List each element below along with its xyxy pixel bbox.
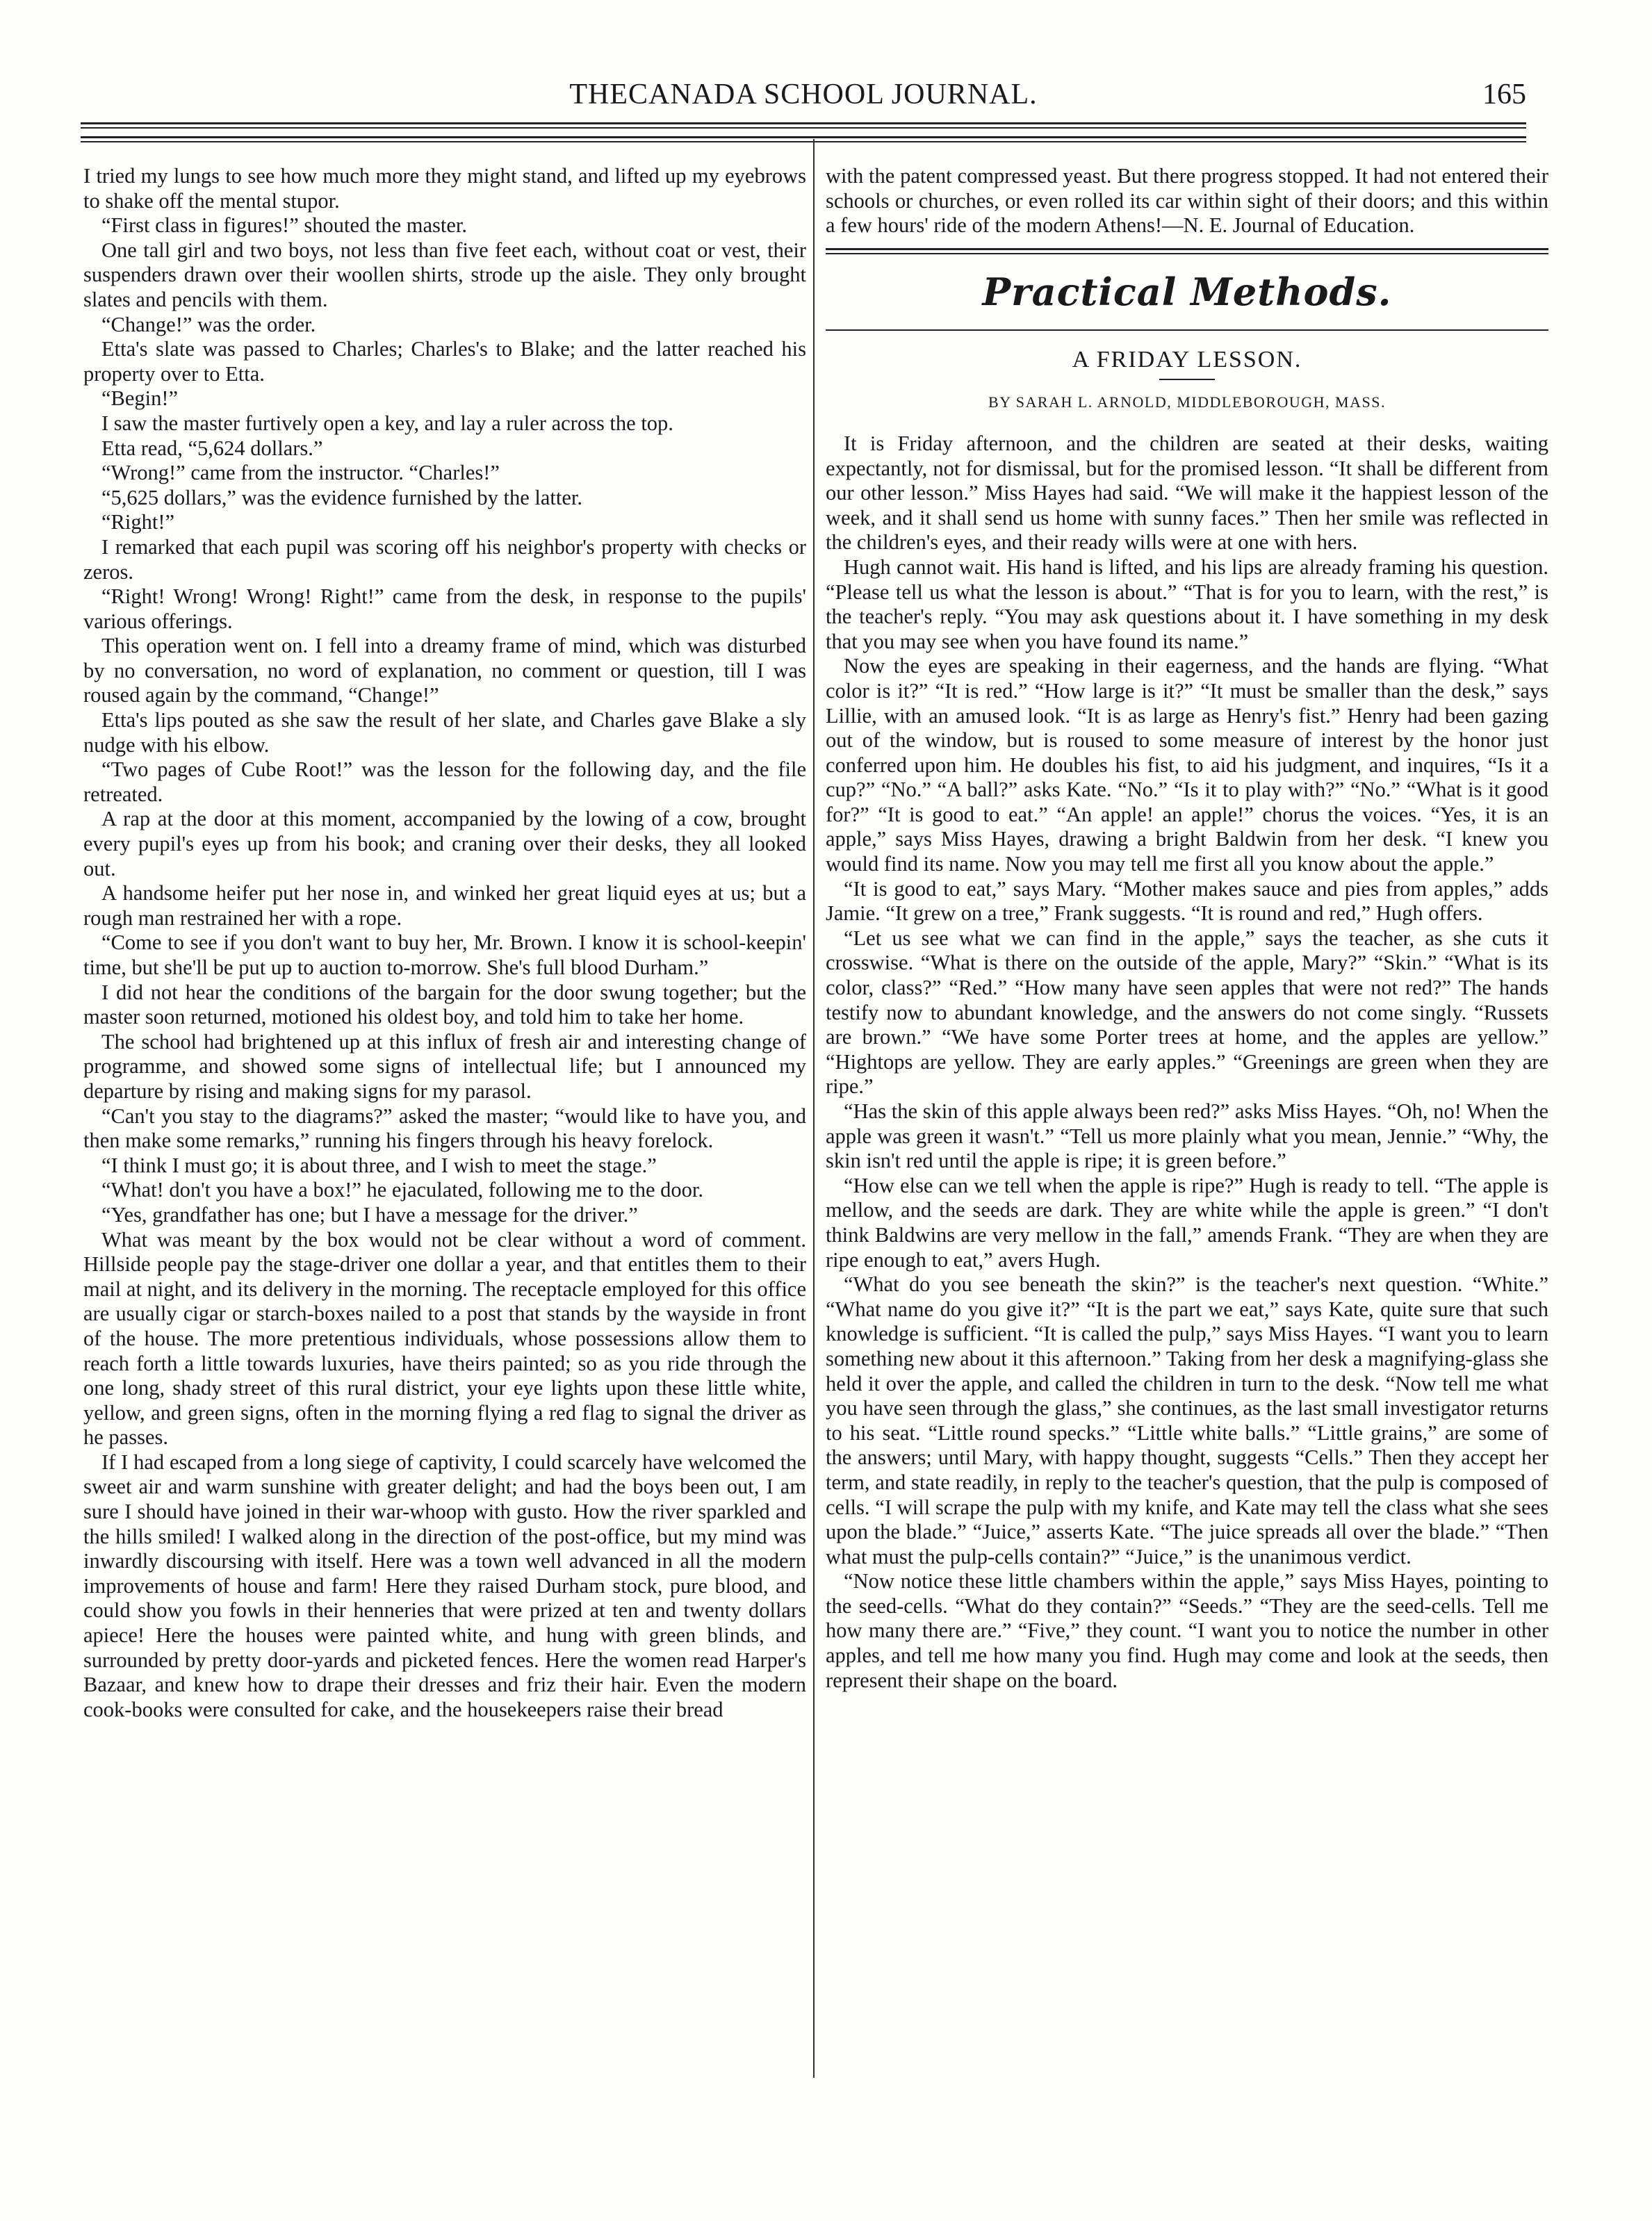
left-column — [83, 164, 806, 1722]
page-header — [81, 74, 1526, 113]
paragraph: “I think I must go; it is about three, and I wish to meet the stage.” — [101, 1153, 657, 1177]
paragraph: “What do you see beneath the skin?” is the teacher's next question. “White.” “What name do you give it?” “It is the part we eat,” says Kate, quite sure that such knowledge is sufficient. “It is called the pulp,” says Miss Hayes. “I want you to learn something new about it this afternoon.” Taking from her desk a magnifying-glass she held it over the apple, and called the children in turn to the desk. “Now tell me what you have seen through the glass,” she continues, as the last small investigator returns to his seat. “Little round specks.” “Little white balls.” “Little grains,” are some of the answers; until Mary, with happy thought, suggests “Cells.” Then they accept her term, and state readily, in reply to the teacher's question, that the pulp is composed of cells. “I will scrape the pulp with my knife, and Kate may tell the class what she sees upon the blade.” “Juice,” asserts Kate. “The juice spreads all over the blade.” “Then what must the pulp-cells contain?” “Juice,” is the unanimous verdict. — [826, 1272, 1549, 1568]
paragraph: A handsome heifer put her nose in, and winked her great liquid eyes at us; but a rough man restrained her with a rope. — [83, 881, 806, 930]
paragraph: “Change!” was the order. — [101, 312, 316, 336]
byline: BY SARAH L. ARNOLD, MIDDLEBOROUGH, MASS. — [988, 393, 1386, 411]
article-title: A FRIDAY LESSON. — [1072, 346, 1302, 372]
header-rule — [81, 122, 1526, 129]
paragraph: “Wrong!” came from the instructor. “Charles!” — [101, 461, 500, 485]
paragraph: Etta read, “5,624 dollars.” — [101, 436, 323, 460]
section-heading: Practical Methods. — [982, 269, 1392, 314]
paragraph: “Let us see what we can find in the apple,” says the teacher, as she cuts it crosswise. “What is there on the outside of the apple, Mary?” “Skin.” “What is its color, class?” “Red.” “How many have seen apples that were not red?” The hands testify now to abundant knowledge, and the answers do not come singly. “Russets are brown.” “We have some Porter trees at home, and the apples are yellow.” “Hightops are yellow. They are early apples.” “Greenings are green when they are ripe.” — [826, 926, 1548, 1099]
section-underline — [826, 329, 1548, 331]
paragraph: “Yes, grandfather has one; but I have a message for the driver.” — [101, 1202, 638, 1227]
continuation-paragraph: with the patent compressed yeast. But there progress stopped. It had not entered their schools or churches, or even rolled its car within sight of their doors; and this within a few hours' ride of the modern Athens!—N. E. Journal of Education. — [826, 164, 1548, 238]
section-rule — [826, 248, 1548, 254]
paragraph: “First class in figures!” shouted the master. — [101, 213, 468, 238]
paragraph: “Right! Wrong! Wrong! Right!” came from the desk, in response to the pupils' various offerings. — [83, 584, 806, 633]
paragraph: I tried my lungs to see how much more they might stand, and lifted up my eyebrows to shake off the mental stupor. — [83, 164, 806, 213]
paragraph: Etta's lips pouted as she saw the result of her slate, and Charles gave Blake a sly nudge with his elbow. — [83, 708, 806, 757]
paragraph: A rap at the door at this moment, accompanied by the lowing of a cow, brought every pupil's eyes up from his book; and craning over their desks, they all looked out. — [83, 807, 806, 880]
column-divider — [813, 139, 815, 2078]
paragraph: “Come to see if you don't want to buy her, Mr. Brown. I know it is school-keepin' time, but she'll be put up to auction to-morrow. She's full blood Durham.” — [83, 931, 806, 979]
header-rule-lower — [81, 136, 1526, 142]
paragraph: “Now notice these little chambers within the apple,” says Miss Hayes, pointing to the seed-cells. “What do they contain?” “Seeds.” “They are the seed-cells. Tell me how many there are.” “Five,” they count. “I want you to notice the number in other apples, and tell me how many you find. Hugh may come and look at the seeds, then represent their shape on the board. — [826, 1569, 1548, 1692]
paragraph: If I had escaped from a long siege of captivity, I could scarcely have welcomed the sweet air and warm sunshine with greater delight; and had the boys been out, I am sure I should have joined in their war-whoop with gusto. How the river sparkled and the hills smiled! I walked along in the direction of the post-office, but my mind was inwardly discoursing with itself. Here was a town well advanced in all the modern improvements of house and farm! Here they raised Durham stock, pure blood, and could show you fowls in their henneries that were prized at ten and twenty dollars apiece! Here the houses were painted white, and hung with green blinds, and surrounded by pretty door-yards and picketed fences. Here the women read Harper's Bazaar, and knew how to drape their dresses and friz their hair. Even the modern cook-books were consulted for cake, and the housekeepers raise their bread — [83, 1450, 806, 1721]
paragraph: “Right!” — [101, 510, 175, 534]
paragraph: “It is good to eat,” says Mary. “Mother makes sauce and pies from apples,” adds Jamie. “It grew on a tree,” Frank suggests. “It is round and red,” Hugh offers. — [826, 876, 1548, 926]
paragraph: One tall girl and two boys, not less than five feet each, without coat or vest, their suspenders drawn over their woollen shirts, strode up the aisle. They only brought slates and pencils with them. — [83, 238, 806, 311]
paragraph: I did not hear the conditions of the bargain for the door swung together; but the master soon returned, motioned his oldest boy, and told him to take her home. — [83, 980, 806, 1029]
paragraph: “Can't you stay to the diagrams?” asked the master; “would like to have you, and then make some remarks,” running his fingers through his heavy forelock. — [83, 1104, 806, 1153]
paragraph: I remarked that each pupil was scoring off his neighbor's property with checks or zeros. — [83, 534, 806, 584]
paragraph: Etta's slate was passed to Charles; Charles's to Blake; and the latter reached his property over to Etta. — [83, 337, 806, 386]
paragraph: “Has the skin of this apple always been red?” asks Miss Hayes. “Oh, no! When the apple was green it wasn't.” “Tell us more plainly what you mean, Jennie.” “Why, the skin isn't red until the apple is ripe; it is green before.” — [826, 1099, 1548, 1173]
paragraph: This operation went on. I fell into a dreamy frame of mind, which was disturbed by no conversation, no word of explanation, no comment or question, till I was roused again by the command, “Change!” — [83, 634, 806, 707]
right-column — [826, 164, 1548, 1693]
paragraph: “What! don't you have a box!” he ejaculated, following me to the door. — [101, 1178, 703, 1202]
paragraph: It is Friday afternoon, and the children are seated at their desks, waiting expectantly, not for dismissal, but for the promised lesson. “It shall be different from our other lesson.” Miss Hayes had said. “We will make it the happiest lesson of the week, and it shall send us home with sunny faces.” Then her smile was reflected in the children's eyes, and their ready wills were at one with hers. — [826, 431, 1548, 555]
paragraph: Now the eyes are speaking in their eagerness, and the hands are flying. “What color is it?” “It is red.” “How large is it?” “It must be smaller than the desk,” says Lillie, with an amused look. “It is as large as Henry's fist.” Henry had been gazing out of the window, but is roused to some measure of interest by the honor just conferred upon him. He doubles his fist, to aid his judgment, and inquires, “Is it a cup?” “No.” “A ball?” asks Kate. “No.” “Is it to play with?” “No.” “What is it good for?” “It is good to eat.” “An apple! an apple!” chorus the voices. “Yes, it is an apple,” says Miss Hayes, drawing a bright Baldwin from her desk. “I knew you would find its name. Now you may tell me first all you know about the apple.” — [826, 654, 1548, 876]
title-rule — [1159, 379, 1215, 380]
paragraph: What was meant by the box would not be clear without a word of comment. Hillside people pay the stage-driver one dollar a year, and that entitles them to their mail at night, and its delivery in the morning. The receptacle employed for this office are usually cigar or starch-boxes nailed to a post that stands by the wayside in front of the house. The more pretentious individuals, whose possessions allow them to reach forth a little towards luxuries, have theirs painted; so as you ride through the one long, shady street of this rural district, your eye lights upon these little white, yellow, and green signs, often in the morning flying a red flag to signal the driver as he passes. — [83, 1227, 806, 1450]
paragraph: “Two pages of Cube Root!” was the lesson for the following day, and the file retreated. — [83, 757, 806, 806]
paragraph: “How else can we tell when the apple is ripe?” Hugh is ready to tell. “The apple is mellow, and the seeds are dark. They are white while the apple is green.” “I don't think Baldwins are very mellow in the fall,” amends Frank. “They are when they are ripe enough to eat,” avers Hugh. — [826, 1173, 1548, 1272]
paragraph: Hugh cannot wait. His hand is lifted, and his lips are already framing his question. “Please tell us what the lesson is about.” “That is for you to learn, with the rest,” is the teacher's reply. “You may ask questions about it. I have something in my desk that you may see when you have found its name.” — [826, 555, 1548, 653]
page-number: 165 — [1482, 79, 1526, 110]
paragraph: “5,625 dollars,” was the evidence furnished by the latter. — [101, 485, 582, 509]
paragraph: I saw the master furtively open a key, and lay a ruler across the top. — [101, 411, 673, 435]
paragraph: The school had brightened up at this influx of fresh air and interesting change of programme, and showed some signs of intellectual life; but I announced my departure by rising and making signs for my parasol. — [83, 1029, 806, 1103]
running-title: THECANADA SCHOOL JOURNAL. — [569, 79, 1038, 110]
paragraph: “Begin!” — [101, 386, 179, 411]
